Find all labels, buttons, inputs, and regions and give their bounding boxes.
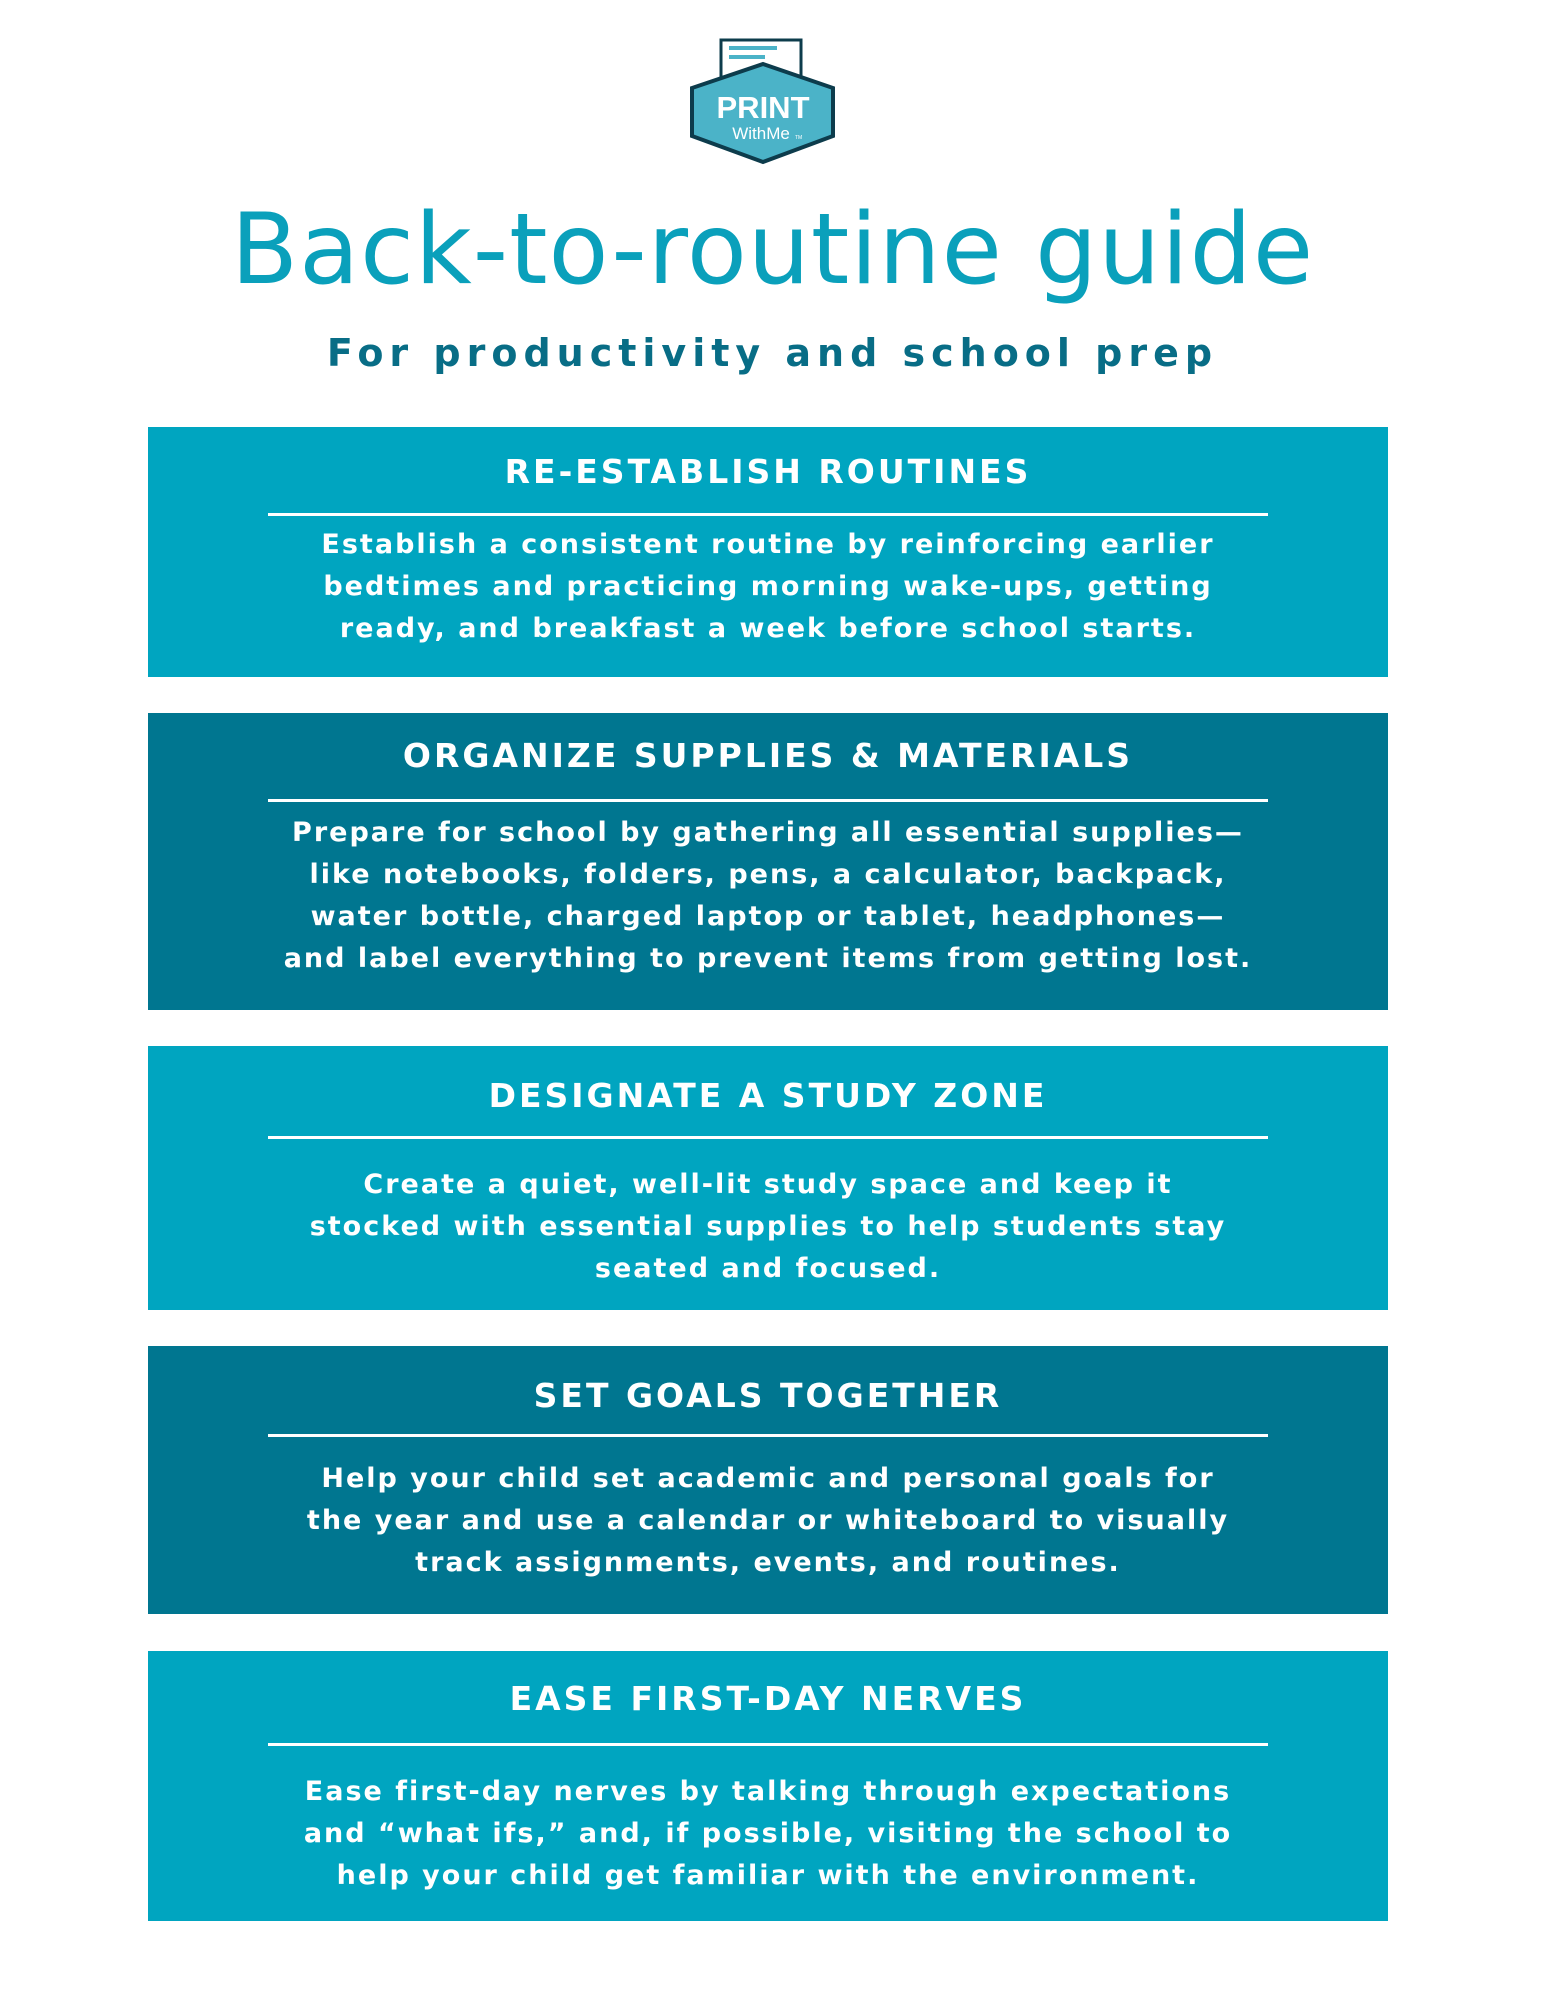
card-title: ORGANIZE SUPPLIES & MATERIALS — [402, 736, 1134, 775]
printwithme-logo — [685, 36, 840, 166]
card-body-line: like notebooks, folders, pens, a calculator, backpack, — [309, 859, 1227, 890]
card-body — [248, 524, 1288, 650]
card-body-line: track assignments, events, and routines. — [415, 1547, 1121, 1578]
card-body-line: bedtimes and practicing morning wake-ups, getting — [323, 571, 1213, 602]
card-divider — [268, 799, 1268, 802]
card-body — [248, 1771, 1288, 1897]
card-body-line: and label everything to prevent items from getting lost. — [283, 943, 1253, 974]
card-body — [248, 1458, 1288, 1584]
logo-brand-bottom: WithMe — [732, 124, 790, 143]
card-divider — [268, 513, 1268, 516]
card-body-line: and “what ifs,” and, if possible, visiting the school to — [303, 1818, 1233, 1849]
page-title: Back-to-routine guide — [230, 193, 1315, 307]
card-organize-supplies — [148, 713, 1388, 1010]
card-body-line: water bottle, charged laptop or tablet, headphones— — [310, 901, 1226, 932]
card-title: EASE FIRST-DAY NERVES — [509, 1679, 1027, 1718]
card-title: RE-ESTABLISH ROUTINES — [504, 452, 1032, 491]
card-set-goals — [148, 1346, 1388, 1614]
card-title: DESIGNATE A STUDY ZONE — [488, 1076, 1048, 1115]
card-divider — [268, 1434, 1268, 1437]
card-body-line: stocked with essential supplies to help students stay — [309, 1211, 1227, 1242]
card-reestablish-routines — [148, 427, 1388, 677]
card-study-zone — [148, 1046, 1388, 1310]
card-body-line: Establish a consistent routine by reinforcing earlier — [321, 529, 1215, 560]
card-body-line: Help your child set academic and personal goals for — [321, 1463, 1215, 1494]
card-body-line: Create a quiet, well-lit study space and keep it — [363, 1169, 1173, 1200]
card-divider — [268, 1743, 1268, 1746]
card-body — [218, 812, 1318, 980]
card-title: SET GOALS TOGETHER — [533, 1376, 1003, 1415]
card-body-line: Ease first-day nerves by talking through expectations — [304, 1776, 1232, 1807]
card-divider — [268, 1136, 1268, 1139]
logo-trademark: TM — [795, 135, 803, 141]
card-body-line: Prepare for school by gathering all essential supplies— — [292, 817, 1244, 848]
card-body-line: seated and focused. — [594, 1253, 942, 1284]
card-body-line: help your child get familiar with the environment. — [336, 1860, 1200, 1891]
card-body-line: ready, and breakfast a week before school starts. — [339, 613, 1197, 644]
card-body-line: the year and use a calendar or whiteboard to visually — [306, 1505, 1230, 1536]
card-first-day-nerves — [148, 1651, 1388, 1921]
page-subtitle: For productivity and school prep — [326, 331, 1219, 375]
logo-brand-top: PRINT — [716, 90, 810, 125]
card-body — [248, 1164, 1288, 1290]
